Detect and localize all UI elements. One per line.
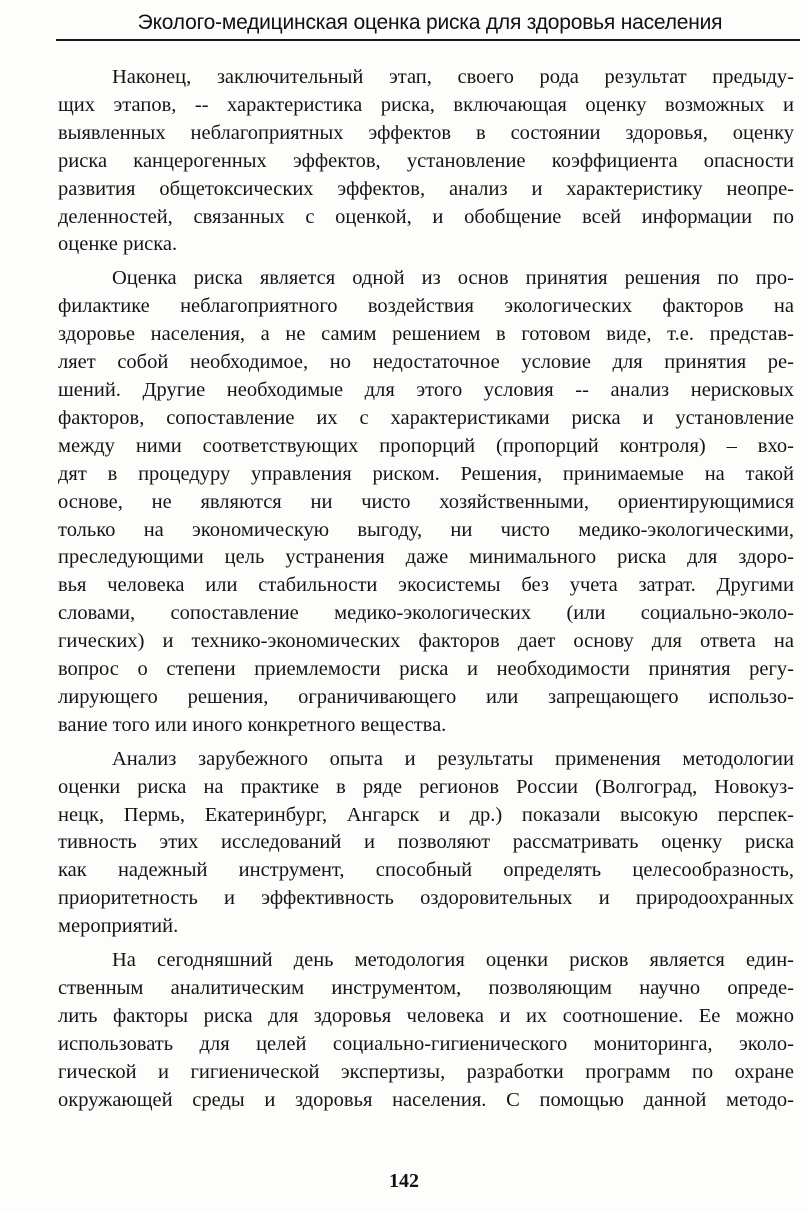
text-line: филактике неблагоприятного воздействия экологических факторов на [58, 295, 794, 318]
text-line: между ними соответствующих пропорций (пропорций контроля) – вхо- [58, 434, 794, 457]
text-line: Оценка риска является одной из основ принятия решения по про- [112, 267, 794, 290]
text-line: преследующими цель устранения даже минимального риска для здоро- [58, 546, 794, 569]
body-text [58, 64, 794, 1121]
text-line: гической и гигиенической экспертизы, разработки программ по охране [58, 1060, 794, 1083]
text-line: вья человека или стабильности экосистемы без учета затрат. Другими [58, 574, 794, 597]
paragraph [58, 64, 794, 259]
text-line: риска канцерогенных эффектов, установление коэффициента опасности [58, 149, 794, 172]
text-line: шений. Другие необходимые для этого условия -- анализ нерисковых [58, 378, 794, 401]
header-rule [56, 39, 800, 41]
text-line: Наконец, заключительный этап, своего рода результат предыду- [112, 66, 794, 88]
text-line: выявленных неблагоприятных эффектов в состоянии здоровья, оценку [58, 121, 794, 144]
text-line: лить факторы риска для здоровья человека и их соотношение. Ее можно [58, 1004, 794, 1027]
text-line: вопрос о степени приемлемости риска и необходимости принятия регу- [58, 658, 794, 681]
text-line: На сегодняшний день методология оценки рисков является един- [112, 949, 794, 972]
text-line: развития общетоксических эффектов, анализ и характеристику неопре- [58, 177, 794, 200]
page-number: 142 [389, 1170, 419, 1192]
text-line: гических) и технико-экономических факторов дает основу для ответа на [58, 630, 794, 653]
text-line: ляет собой необходимое, но недостаточное условие для принятия ре- [58, 351, 794, 374]
text-line: вание того или иного конкретного вещества. [58, 713, 447, 736]
text-line: деленностей, связанных с оценкой, и обобщение всей информации по [58, 205, 794, 228]
text-line: мероприятий. [58, 915, 179, 938]
text-line: щих этапов, -- характеристика риска, включающая оценку возможных и [58, 93, 794, 116]
paragraph [58, 746, 794, 941]
paragraph [58, 265, 794, 739]
text-line: словами, сопоставление медико-экологических (или социально-эколо- [58, 602, 794, 625]
paragraph [58, 947, 794, 1114]
text-line: основе, не являются ни чисто хозяйственными, ориентирующимися [58, 490, 794, 513]
text-line: здоровье населения, а не самим решением в готовом виде, т.е. представ- [58, 323, 794, 346]
text-line: оценке риска. [58, 233, 178, 256]
text-line: окружающей среды и здоровья населения. С помощью данной методо- [58, 1088, 794, 1111]
text-line: ственным аналитическим инструментом, позволяющим научно опреде- [58, 977, 794, 999]
text-line: как надежный инструмент, способный определять целесообразность, [58, 859, 794, 882]
text-line: факторов, сопоставление их с характеристиками риска и установление [58, 406, 794, 429]
text-line: нецк, Пермь, Екатеринбург, Ангарск и др.) показали высокую перспек- [58, 803, 794, 826]
text-line: тивность этих исследований и позволяют рассматривать оценку риска [58, 831, 794, 854]
running-header: Эколого-медицинская оценка риска для здоровья населения [137, 11, 723, 34]
text-line: оценки риска на практике в ряде регионов России (Волгоград, Новокуз- [58, 775, 794, 798]
text-line: использовать для целей социально-гигиенического мониторинга, эколо- [58, 1032, 794, 1055]
text-line: лирующего решения, ограничивающего или запрещающего использо- [58, 685, 794, 708]
text-line: дят в процедуру управления риском. Решения, принимаемые на такой [58, 462, 794, 485]
text-line: приоритетность и эффективность оздоровительных и природоохранных [58, 887, 794, 910]
text-line: только на экономическую выгоду, ни чисто медико-экологическими, [58, 518, 794, 541]
text-line: Анализ зарубежного опыта и результаты применения методологии [112, 747, 794, 770]
